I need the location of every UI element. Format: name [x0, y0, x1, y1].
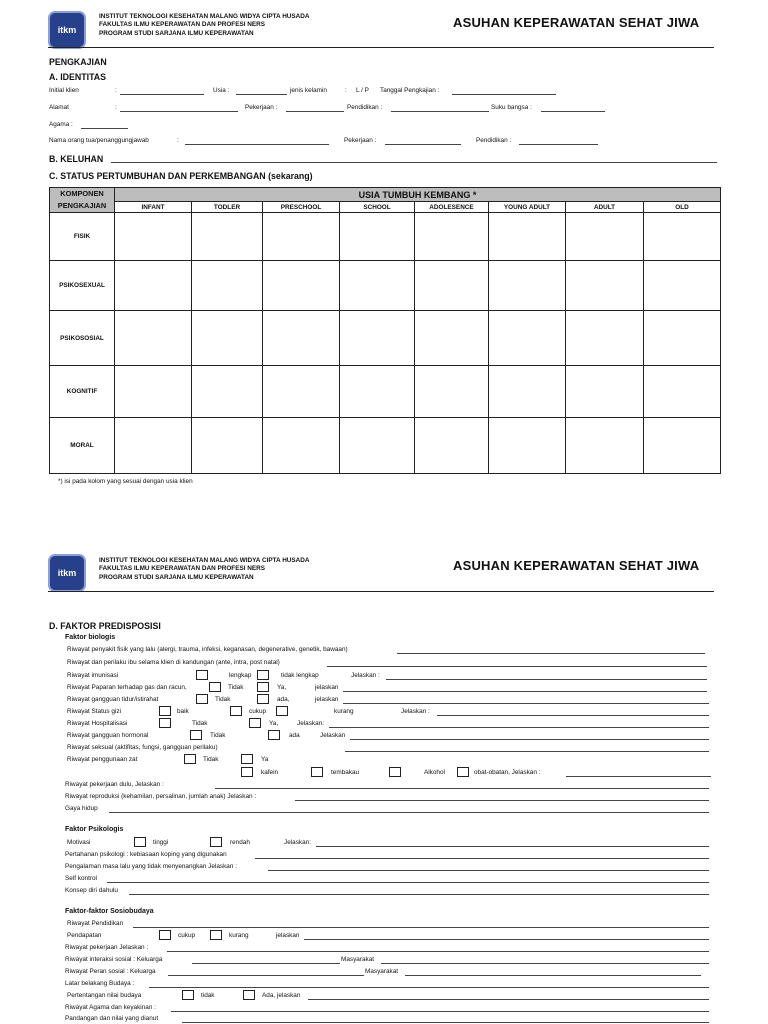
initial-field[interactable]	[120, 94, 204, 95]
bio-pekerjaan-label: Riwayat pekerjaan dulu, Jelaskan :	[65, 781, 164, 788]
table-cell[interactable]	[489, 366, 566, 418]
nilai-tidak-checkbox[interactable]	[182, 990, 194, 1000]
zat-alkohol-label: Alkohol	[424, 769, 445, 776]
paparan-field[interactable]	[343, 691, 707, 692]
institute-line: FAKULTAS ILMU KEPERAWATAN DAN PROFESI NERS	[99, 565, 266, 573]
row-moral: MORAL	[50, 418, 115, 474]
pekerjaan-riwayat-field[interactable]	[167, 951, 709, 952]
table-cell[interactable]	[489, 418, 566, 474]
bio-zat-label: Riwayat penggunaan zat	[67, 756, 138, 763]
institute-logo	[48, 554, 86, 592]
institute-name	[99, 13, 310, 38]
usia-label: Usia :	[213, 87, 230, 94]
gaya-hidup-field[interactable]	[109, 812, 709, 813]
table-cell[interactable]	[340, 213, 415, 261]
zat-tidak-checkbox[interactable]	[184, 754, 196, 764]
table-cell[interactable]	[115, 311, 192, 366]
imunisasi-tidak-checkbox[interactable]	[257, 670, 269, 680]
tidur-tidak-checkbox[interactable]	[196, 694, 208, 704]
table-cell[interactable]	[115, 261, 192, 311]
table-cell[interactable]	[340, 261, 415, 311]
status-heading: C. STATUS PERTUMBUHAN DAN PERKEMBANGAN (sekarang)	[49, 171, 313, 181]
motivasi-tinggi-checkbox[interactable]	[134, 837, 146, 847]
table-cell[interactable]	[263, 311, 340, 366]
table-cell[interactable]	[644, 366, 721, 418]
pekerjaan-label: Pekerjaan :	[245, 104, 278, 111]
table-cell[interactable]	[644, 213, 721, 261]
identitas-heading: A. IDENTITAS	[49, 72, 107, 82]
table-cell[interactable]	[644, 261, 721, 311]
col-school: SCHOOL	[340, 202, 415, 213]
hospitalisasi-field[interactable]	[329, 727, 709, 728]
imunisasi-lengkap-label: lengkap	[229, 672, 252, 679]
psikologis-heading: Faktor Psikologis	[65, 826, 124, 833]
tidur-ada-checkbox[interactable]	[257, 694, 269, 704]
zat-kafein-label: kafein	[261, 769, 279, 776]
growth-table	[49, 187, 721, 474]
pekerjaan2-field[interactable]	[385, 144, 461, 145]
table-cell[interactable]	[192, 366, 263, 418]
imunisasi-jelaskan-label: Jelaskan :	[351, 672, 380, 679]
row-psikosexual: PSIKOSEXUAL	[50, 261, 115, 311]
bio-imunisasi-label: Riwayat imunisasi	[67, 672, 119, 679]
reproduksi-field[interactable]	[295, 800, 709, 801]
tidur-ada-label: ada,	[277, 696, 290, 703]
institute-line: PROGRAM STUDI SARJANA ILMU KEPERAWATAN	[99, 29, 254, 37]
table-cell[interactable]	[566, 366, 644, 418]
jenis-kelamin-label: jenis kelamin	[290, 87, 327, 94]
table-row	[50, 418, 721, 474]
initial-label: Initial klien	[49, 87, 79, 94]
peran-masyarakat-label: Masyarakat	[365, 968, 399, 975]
paparan-tidak-checkbox[interactable]	[209, 682, 221, 692]
table-cell[interactable]	[566, 311, 644, 366]
alamat-label: Alamat	[49, 104, 69, 111]
pandangan-label: Pandangan dan nilai yang dianut	[65, 1015, 159, 1022]
bio-seksual-label: Riwayat seksual (aktifitas, fungsi, gangguan perilaku)	[67, 744, 218, 751]
hospitalisasi-jelaskan-label: Jelaskan:	[297, 720, 324, 727]
agama-label: Agama :	[49, 121, 73, 128]
pendidikan-field[interactable]	[391, 111, 489, 112]
institute-line: INSTITUT TEKNOLOGI KESEHATAN MALANG WIDYA CIPTA HUSADA	[99, 557, 310, 564]
zat-obat-label: obat-obatan, Jelaskan :	[474, 769, 541, 776]
motivasi-jelaskan-label: Jelaskan:	[284, 839, 311, 846]
agama-field[interactable]	[81, 128, 128, 129]
nilai-ada-checkbox[interactable]	[243, 990, 255, 1000]
koping-label: Pertahanan psikologi : kebiasaan koping yang digunakan	[65, 851, 227, 858]
table-cell[interactable]	[415, 366, 489, 418]
pengalaman-field[interactable]	[268, 870, 709, 871]
table-cell[interactable]	[340, 311, 415, 366]
sosiobudaya-heading: Faktor-faktor Sosiobudaya	[65, 908, 154, 915]
col-old: OLD	[644, 202, 721, 213]
agama-keyakinan-label: Riwayat Agama dan keyakinan :	[65, 1004, 156, 1011]
hormonal-tidak-label: Tidak	[210, 732, 226, 739]
interaksi-masyarakat-field[interactable]	[381, 963, 709, 964]
pendapatan-field[interactable]	[304, 939, 709, 940]
pekerjaan-field[interactable]	[286, 111, 344, 112]
zat-field[interactable]	[566, 776, 711, 777]
hormonal-jelaskan-label: Jelaskan	[320, 732, 346, 739]
predisposisi-heading: D. FAKTOR PREDISPOSISI	[49, 621, 161, 631]
institute-name	[99, 557, 310, 582]
zat-kafein-checkbox[interactable]	[241, 767, 253, 777]
pengkajian-heading: PENGKAJIAN	[49, 57, 107, 67]
row-kognitif: KOGNITIF	[50, 366, 115, 418]
nama-ortu-field[interactable]	[185, 144, 329, 145]
tanggal-label: Tanggal Pengkajian :	[380, 87, 440, 94]
gender-options[interactable]: L / P	[356, 87, 369, 94]
table-cell[interactable]	[415, 311, 489, 366]
keluhan-heading: B. KELUHAN	[49, 154, 104, 164]
gizi-kurang-label: kurang	[334, 708, 354, 715]
pengalaman-label: Pengalaman masa lalu yang tidak menyenangkan Jelaskan :	[65, 863, 237, 870]
hormonal-field[interactable]	[350, 739, 709, 740]
zat-tembakau-label: tembakau	[331, 769, 360, 776]
table-cell[interactable]	[263, 213, 340, 261]
nilai-tidak-label: tidak	[201, 992, 215, 999]
zat-ya-checkbox[interactable]	[241, 754, 253, 764]
table-cell[interactable]	[644, 311, 721, 366]
interaksi-label: Riwayat interaksi sosial : Keluarga	[65, 956, 163, 963]
pendapatan-label: Pendapatan	[67, 932, 102, 939]
document-title: ASUHAN KEPERAWATAN SEHAT JIWA	[453, 15, 700, 30]
header-rule	[48, 47, 714, 48]
hospitalisasi-ya-checkbox[interactable]	[249, 718, 261, 728]
self-kontrol-field[interactable]	[107, 882, 709, 883]
peran-label: Riwayat Peran sosial : Keluarga	[65, 968, 156, 975]
table-cell[interactable]	[263, 261, 340, 311]
keluhan-field[interactable]	[111, 162, 717, 163]
pendidikan-label: Pendidikan :	[347, 104, 383, 111]
col-todler: TODLER	[192, 202, 263, 213]
gizi-jelaskan-label: Jelaskan :	[401, 708, 430, 715]
interaksi-keluarga-field[interactable]	[192, 963, 340, 964]
koping-field[interactable]	[255, 858, 709, 859]
gizi-baik-checkbox[interactable]	[159, 706, 171, 716]
zat-tembakau-checkbox[interactable]	[311, 767, 323, 777]
col-infant: INFANT	[115, 202, 192, 213]
row-psikososial: PSIKOSOSIAL	[50, 311, 115, 366]
paparan-ya-label: Ya,	[277, 684, 287, 691]
pendapatan-cukup-checkbox[interactable]	[159, 930, 171, 940]
colon: :	[345, 87, 347, 94]
table-cell[interactable]	[340, 418, 415, 474]
table-note: *) isi pada kolom yang sesuai dengan usia klien	[58, 478, 193, 485]
header-rule	[48, 591, 714, 592]
pendidikan2-label: Pendidikan :	[476, 137, 512, 144]
table-cell[interactable]	[115, 366, 192, 418]
table-cell[interactable]	[115, 418, 192, 474]
pekerjaan-dulu-field[interactable]	[215, 788, 709, 789]
peran-keluarga-field[interactable]	[168, 975, 364, 976]
table-cell[interactable]	[340, 366, 415, 418]
hospitalisasi-tidak-checkbox[interactable]	[159, 718, 171, 728]
bio-penyakit-label: Riwayat penyakit fisik yang lalu (alergi, trauma, infeksi, keganasan, degenerative, genetik, bawaan)	[67, 646, 348, 653]
gizi-baik-label: baik	[177, 708, 189, 715]
colon: :	[115, 87, 117, 94]
table-row	[50, 366, 721, 418]
table-row	[50, 213, 721, 261]
nilai-ada-label: Ada, jelaskan	[262, 992, 301, 999]
interaksi-masyarakat-label: Masyarakat	[341, 956, 375, 963]
nama-ortu-label: Nama orang tua/penanggungjawab	[49, 137, 149, 144]
self-kontrol-label: Self kontrol	[65, 875, 97, 882]
konsep-diri-field[interactable]	[129, 894, 709, 895]
paparan-ya-checkbox[interactable]	[257, 682, 269, 692]
budaya-label: Latar belakang Budaya :	[65, 980, 135, 987]
seksual-field[interactable]	[345, 751, 709, 752]
col-adolesence: ADOLESENCE	[415, 202, 489, 213]
table-cell[interactable]	[263, 418, 340, 474]
table-cell[interactable]	[192, 261, 263, 311]
gizi-kurang-checkbox[interactable]	[276, 706, 288, 716]
imunisasi-tidak-label: tidak lengkap	[281, 672, 319, 679]
colon: :	[177, 137, 179, 144]
konsep-diri-label: Konsep diri dahulu	[65, 887, 118, 894]
pendapatan-kurang-label: kurang	[229, 932, 249, 939]
pandangan-field[interactable]	[182, 1022, 709, 1023]
pendapatan-jelaskan-label: jelaskan	[276, 932, 300, 939]
table-cell[interactable]	[192, 311, 263, 366]
paparan-jelaskan-label: jelaskan	[315, 684, 339, 691]
table-cell[interactable]	[489, 311, 566, 366]
tidur-field[interactable]	[343, 703, 709, 704]
table-cell[interactable]	[566, 261, 644, 311]
pekerjaan2-label: Pekerjaan :	[344, 137, 377, 144]
motivasi-tinggi-label: tinggi	[153, 839, 169, 846]
table-cell[interactable]	[566, 418, 644, 474]
bio-reproduksi-label: Riwayat reproduksi (kehamilan, persalinan, jumlah anak) Jelaskan :	[65, 793, 257, 800]
logo-text: itkm	[57, 568, 77, 578]
gizi-cukup-label: cukup	[249, 708, 267, 715]
motivasi-rendah-checkbox[interactable]	[210, 837, 222, 847]
komponen-header: KOMPONEN PENGKAJIAN	[50, 188, 115, 213]
institute-line: INSTITUT TEKNOLOGI KESEHATAN MALANG WIDYA CIPTA HUSADA	[99, 13, 310, 20]
table-cell[interactable]	[489, 213, 566, 261]
pendidikan2-field[interactable]	[519, 144, 598, 145]
bio-hospitalisasi-label: Riwayat Hospitalisasi	[67, 720, 128, 727]
usia-header: USIA TUMBUH KEMBANG *	[115, 188, 721, 202]
gizi-field[interactable]	[437, 715, 709, 716]
alamat-field[interactable]	[120, 111, 238, 112]
table-cell[interactable]	[415, 213, 489, 261]
table-cell[interactable]	[263, 366, 340, 418]
table-row	[50, 311, 721, 366]
bio-hormonal-label: Riwayat gangguan hormonal	[67, 732, 149, 739]
bio-paparan-label: Riwayat Paparan terhadap gas dan racun,	[67, 684, 187, 691]
zat-obat-checkbox[interactable]	[457, 767, 469, 777]
suku-field[interactable]	[541, 111, 605, 112]
tidur-jelaskan-label: jelaskan	[315, 696, 339, 703]
pendapatan-cukup-label: cukup	[178, 932, 196, 939]
institute-line: PROGRAM STUDI SARJANA ILMU KEPERAWATAN	[99, 573, 254, 581]
logo-text: itkm	[57, 25, 77, 35]
budaya-field[interactable]	[149, 987, 709, 988]
table-cell[interactable]	[489, 261, 566, 311]
suku-label: Suku bangsa :	[491, 104, 532, 111]
zat-ya-label: Ya	[261, 756, 269, 763]
bio-tidur-label: Riwayat gangguan tidur/istirahat	[67, 696, 159, 703]
bio-gizi-label: Riwayat Status gizi	[67, 708, 121, 715]
biologis-heading: Faktor biologis	[65, 634, 116, 641]
motivasi-field[interactable]	[316, 846, 709, 847]
pendidikan-riwayat-label: Riwayat Pendidikan	[67, 920, 124, 927]
table-cell[interactable]	[192, 213, 263, 261]
col-adult: ADULT	[566, 202, 644, 213]
hormonal-tidak-checkbox[interactable]	[190, 730, 202, 740]
table-row	[50, 261, 721, 311]
bio-ibu-field[interactable]	[327, 666, 707, 667]
colon: :	[115, 104, 117, 111]
zat-alkohol-checkbox[interactable]	[389, 767, 401, 777]
bio-ibu-label: Riwayat dan perilaku ibu selama klien di kandungan (ante, intra, post natal)	[67, 659, 280, 666]
nilai-budaya-label: Pertentangan nilai budaya	[67, 992, 142, 999]
table-cell[interactable]	[415, 418, 489, 474]
institute-logo	[48, 11, 86, 49]
imunisasi-field[interactable]	[386, 679, 707, 680]
motivasi-label: Motivasi	[67, 839, 91, 846]
institute-line: FAKULTAS ILMU KEPERAWATAN DAN PROFESI NERS	[99, 21, 266, 29]
nilai-field[interactable]	[308, 999, 709, 1000]
row-fisik: FISIK	[50, 213, 115, 261]
hospitalisasi-ya-label: Ya,	[269, 720, 279, 727]
pekerjaan-riwayat-label: Riwayat pekerjaan Jelaskan :	[65, 944, 149, 951]
motivasi-rendah-label: rendah	[230, 839, 250, 846]
col-preschool: PRESCHOOL	[263, 202, 340, 213]
table-cell[interactable]	[644, 418, 721, 474]
table-cell[interactable]	[566, 213, 644, 261]
table-cell[interactable]	[115, 213, 192, 261]
peran-masyarakat-field[interactable]	[405, 975, 701, 976]
pendapatan-kurang-checkbox[interactable]	[210, 930, 222, 940]
hormonal-ada-checkbox[interactable]	[268, 730, 280, 740]
table-cell[interactable]	[415, 261, 489, 311]
gizi-cukup-checkbox[interactable]	[230, 706, 242, 716]
bio-penyakit-field[interactable]	[397, 653, 705, 654]
pendidikan-riwayat-field[interactable]	[133, 927, 709, 928]
usia-field[interactable]	[236, 94, 287, 95]
paparan-tidak-label: Tidak	[228, 684, 244, 691]
table-cell[interactable]	[192, 418, 263, 474]
bio-gaya-hidup-label: Gaya hidup	[65, 805, 98, 812]
agama-keyakinan-field[interactable]	[171, 1011, 709, 1012]
tidur-tidak-label: Tidak	[215, 696, 231, 703]
hormonal-ada-label: ada	[289, 732, 300, 739]
hospitalisasi-tidak-label: Tidak	[192, 720, 208, 727]
col-young-adult: YOUNG ADULT	[489, 202, 566, 213]
tanggal-field[interactable]	[452, 94, 556, 95]
document-title: ASUHAN KEPERAWATAN SEHAT JIWA	[453, 558, 700, 573]
imunisasi-lengkap-checkbox[interactable]	[196, 670, 208, 680]
zat-tidak-label: Tidak	[203, 756, 219, 763]
